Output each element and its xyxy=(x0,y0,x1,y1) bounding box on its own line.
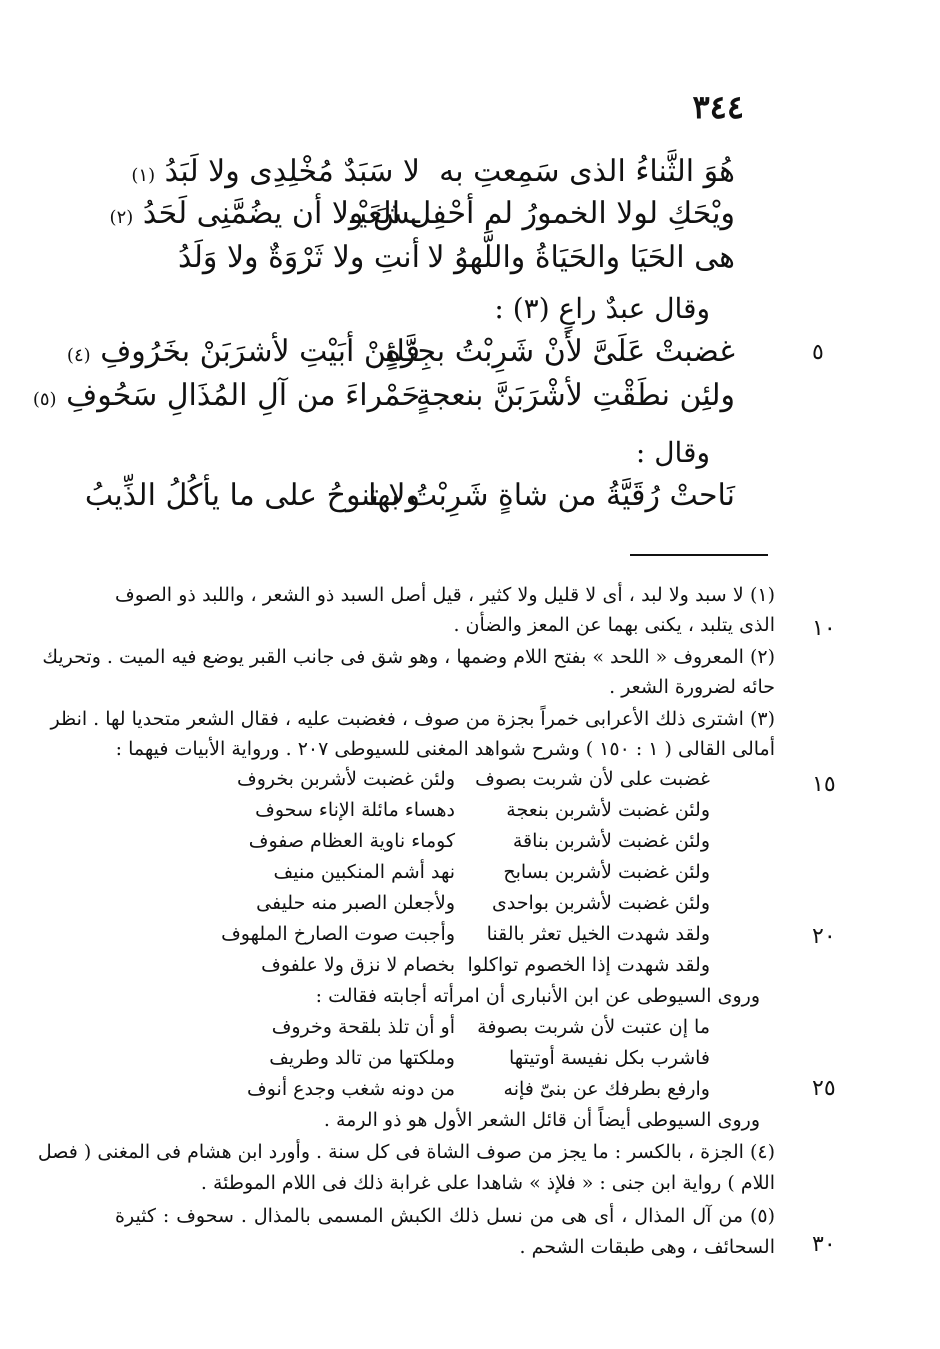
footnote-ref: (٤) xyxy=(66,345,91,366)
verse-second-half: دهساء مائلة الإناء سحوف xyxy=(255,799,455,821)
footnote-verse xyxy=(220,1078,710,1108)
footnote-line: (٥) من آل المذال ، أى هى من نسل ذلك الكبش المسمى بالمذال . سحوف : كثيرة xyxy=(115,1205,775,1227)
footnote-line: وروى السيوطى أيضاً أن قائل الشعر الأول هو ذو الرمة . xyxy=(323,1109,760,1131)
footnote-verse xyxy=(220,768,710,798)
footnote-line: (١) لا سبد ولا لبد ، أى لا قليل ولا كثير ، قيل أصل السبد ذو الشعر ، واللبد ذو الصوف xyxy=(115,584,775,606)
verse-second-half: وملكتها من تالد وطريف xyxy=(269,1047,455,1069)
page-number: ٣٤٤ xyxy=(692,88,744,126)
footnote-verse xyxy=(220,830,710,860)
footnote-line: (٤) الجزة ، بالكسر : ما يجز من صوف الشاة فى كل سنة . وأورد ابن هشام فى المغنى ( فصل xyxy=(37,1141,775,1163)
verse xyxy=(109,196,735,240)
footnote-line: اللام ) رواية ابن جنى : « فلإذ » شاهدا على غرابة ذلك فى اللام الموطئة . xyxy=(200,1172,775,1194)
margin-line-number: ١٥ xyxy=(812,772,836,797)
verse-second-half: ولئن غضبت لأشربن بخروف xyxy=(237,768,455,790)
verse-first-half: ولئن غضبت لأشربن بسابح xyxy=(503,861,710,883)
footnote-line: (٢) المعروف « اللحد » بفتح اللام وضمها ، وهو شق فى جانب القبر يوضع فيه الميت . وتحريك xyxy=(42,646,775,668)
footnote-line: أمالى القالى ( ١ : ١٥٠ ) وشرح شواهد المغنى للسيوطى ٢٠٧ . ورواية الأبيات فيهما : xyxy=(115,738,775,760)
footnote-line: حائه لضرورة الشعر . xyxy=(609,676,775,698)
margin-line-number: ٣٠ xyxy=(812,1232,836,1257)
verse-second-half: ولأجعلن الصبر منه حليفى xyxy=(256,892,455,914)
footnote-verse xyxy=(220,861,710,891)
verse-first-half: هى الحَيَا والحَيَاةُ واللَّهوُ لا xyxy=(427,240,735,275)
verse-first-half: ويْحَكِ لولا الخمورُ لم أحْفِل العَيْـ xyxy=(350,196,735,231)
footnote-verse xyxy=(220,923,710,953)
verse xyxy=(155,240,735,284)
verse-second-half: حَمْراءَ من آلِ المُذَالِ سَحُوفِ (٥) xyxy=(32,378,420,413)
footnote-verse xyxy=(220,954,710,984)
verse xyxy=(32,378,735,422)
footnote-ref: (٢) xyxy=(109,207,134,228)
verse xyxy=(66,334,735,378)
verse-second-half: فلئِنْ أبَيْتِ لأشرَبَنْ بخَرُوفِ (٤) xyxy=(66,334,420,369)
verse-first-half: غضبت على لأن شربت بصوف xyxy=(475,768,710,790)
verse-intro: وقال : xyxy=(635,436,710,469)
verse-first-half: ما إن عتبت لأن شربت بصوفة xyxy=(477,1016,710,1038)
verse-first-half: ولقد شهدت إذا الخصوم تواكلوا xyxy=(467,954,710,976)
verse-first-half: وارفع بطرفك عن بنىّ فإنه xyxy=(503,1078,710,1100)
verse-second-half: نهد أشم المنكبين منيف xyxy=(273,861,455,883)
margin-line-number: ٥ xyxy=(812,340,824,365)
verse-first-half: هُوَ الثَّناءُ الذى سَمِعتِ به xyxy=(439,154,735,189)
verse-second-half: لا سَبَدٌ مُخْلِدِى ولا لَبَدُ (١) xyxy=(131,154,420,189)
footnote-line: الذى يتلبد ، يكنى بهما عن المعز والضأن . xyxy=(453,614,775,636)
verse-second-half: كوماء ناوية العظام صفوف xyxy=(248,830,455,852)
footnote-ref: (٥) xyxy=(32,389,57,410)
verse-second-half: أو أن تلذ بلقحة وخروف xyxy=(271,1016,455,1038)
footnote-line: وروى السيوطى عن ابن الأنبارى أن امرأته أجابته فقالت : xyxy=(315,985,760,1007)
verse-first-half: فاشرب بكل نفيسة أوتيتها xyxy=(509,1047,710,1069)
verse-second-half: بخصام لا نزق ولا علفوف xyxy=(261,954,455,976)
footnote-line: السحائف ، وهى طبقات الشحم . xyxy=(519,1236,775,1258)
verse-second-half: وأجبت صوت الصارخ الملهوف xyxy=(221,923,455,945)
footnote-verse xyxy=(220,892,710,922)
verse-first-half: ولقد شهدت الخيل تعثر بالقنا xyxy=(486,923,710,945)
verse xyxy=(131,154,735,198)
margin-line-number: ١٠ xyxy=(812,616,836,641)
footnote-verse xyxy=(220,1047,710,1077)
verse-second-half: ـشَ ولا أن يضُمَّنِى لَحَدُ (٢) xyxy=(109,196,420,231)
footnote-verse xyxy=(220,1016,710,1046)
verse-first-half: نَاحتْ رُقَيَّةُ من شاةٍ شَرِبْتُ بها xyxy=(368,478,735,513)
verse-second-half: أنتِ ولا ثَرْوَةٌ ولا وَلَدُ xyxy=(178,240,420,275)
margin-line-number: ٢٠ xyxy=(812,924,836,949)
verse-second-half: ولا تنوحُ على ما يأكُلُ الذِّيبُ xyxy=(84,478,420,513)
footnote-line: (٣) اشترى ذلك الأعرابى خمراً بجزة من صوف ، فغضبت عليه ، فقال الشعر متحديا لها . انظر xyxy=(50,708,775,730)
footnote-ref: (١) xyxy=(131,165,156,186)
verse-first-half: ولئن غضبت لأشربن بنعجة xyxy=(506,799,710,821)
verse-intro: وقال عبدٌ راعٍ (٣) : xyxy=(494,292,710,325)
footnote-verse xyxy=(220,799,710,829)
verse xyxy=(84,478,735,522)
verse-first-half: ولئِن نطَقْتِ لأشْرَبَنَّ بنعجةٍ xyxy=(415,378,735,413)
verse-first-half: ولئن غضبت لأشربن بناقة xyxy=(512,830,710,852)
verse-second-half: من دونه شغب وجدع أنوف xyxy=(247,1078,455,1100)
margin-line-number: ٢٥ xyxy=(812,1076,836,1101)
verse-first-half: غضبتْ عَلَىَّ لأنْ شَرِبْتُ بجِزَّةٍ xyxy=(385,334,735,369)
footnote-rule xyxy=(630,554,768,556)
verse-first-half: ولئن غضبت لأشربن بواحدى xyxy=(491,892,710,914)
